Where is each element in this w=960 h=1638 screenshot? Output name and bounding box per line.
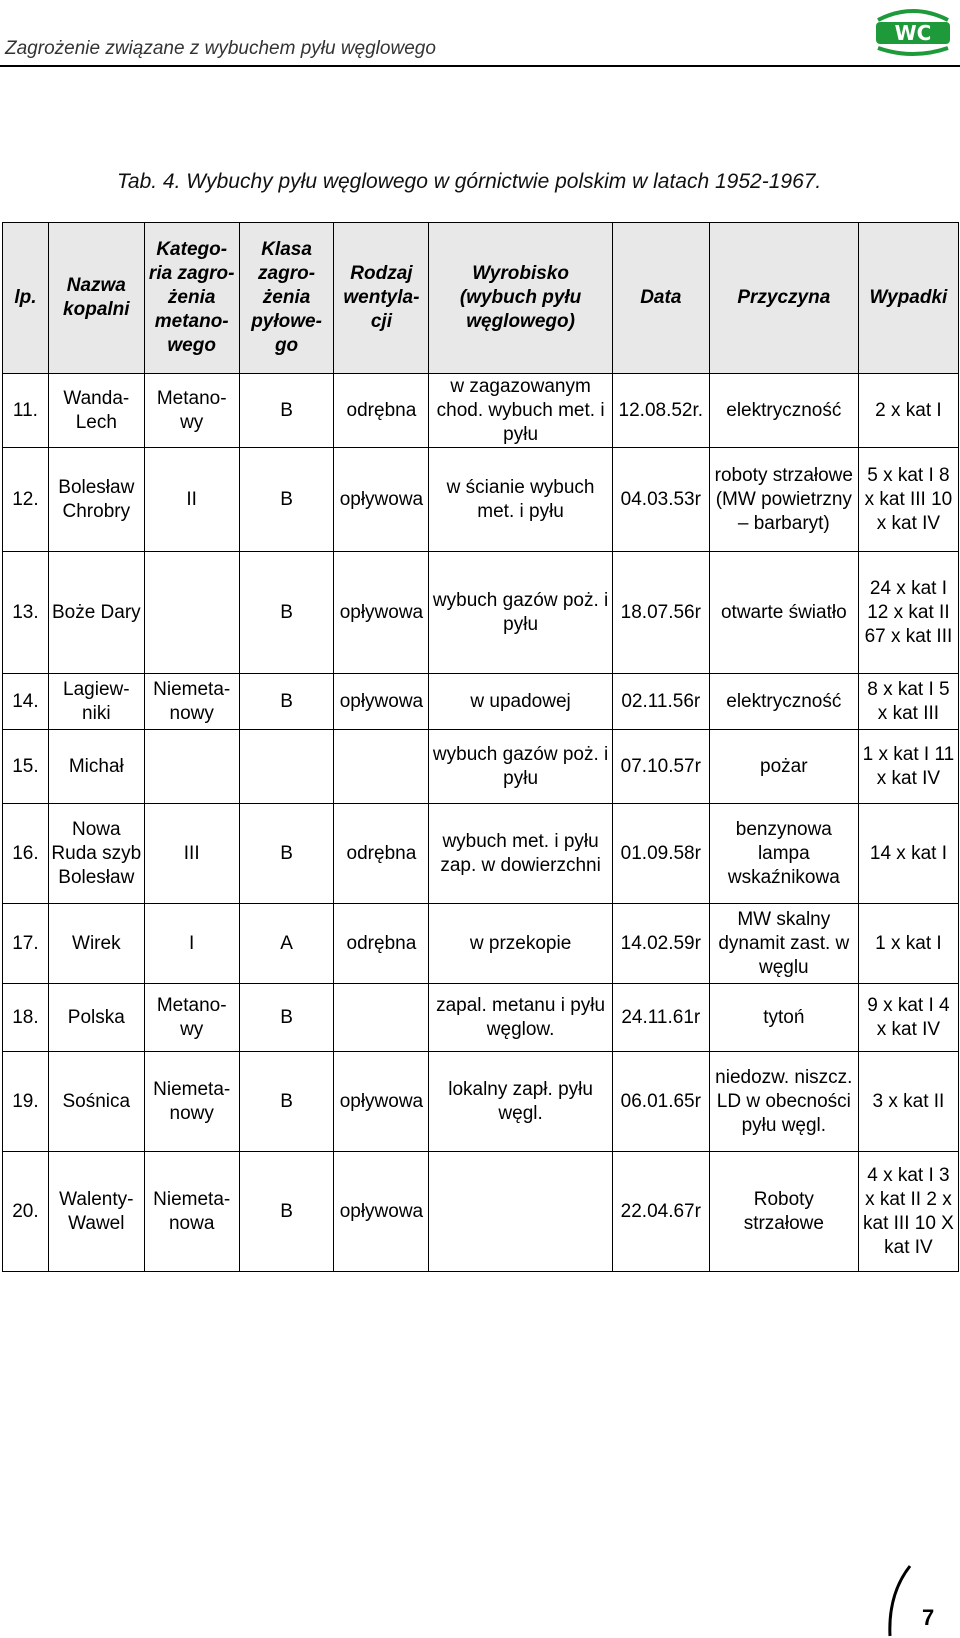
cell-data: 14.02.59r [612,904,709,984]
table-row [3,552,959,674]
cell-metan: II [144,448,239,552]
cell-wyrobisko: wybuch gazów poż. i pyłu [429,730,612,804]
cell-wentylacja: opływowa [334,674,429,730]
cell-wypadki: 14 x kat I [858,804,958,904]
cell-pyl: B [239,1052,334,1152]
table-row [3,1052,959,1152]
cell-kopalnia: Wirek [48,904,144,984]
cell-metan: Metano- wy [144,374,239,448]
col-header-wyrobisko: Wyrobisko (wybuch pyłu węglowego) [429,223,612,374]
cell-lp: 17. [3,904,49,984]
col-header-lp: lp. [3,223,49,374]
cell-metan: Niemeta- nowy [144,1052,239,1152]
cell-data: 02.11.56r [612,674,709,730]
col-header-pyl: Klasa zagro- żenia pyłowe- go [239,223,334,374]
cell-kopalnia: Bolesław Chrobry [48,448,144,552]
table-row [3,674,959,730]
cell-wyrobisko [429,1152,612,1272]
col-header-kopalnia: Nazwa kopalni [48,223,144,374]
table-row [3,984,959,1052]
cell-wentylacja: opływowa [334,1052,429,1152]
cell-data: 01.09.58r [612,804,709,904]
cell-metan: Niemeta- nowa [144,1152,239,1272]
cell-przyczyna: roboty strzałowe (MW powietrzny – barbaryt) [709,448,858,552]
cell-lp: 16. [3,804,49,904]
cell-wypadki: 8 x kat I 5 x kat III [858,674,958,730]
cell-przyczyna: otwarte światło [709,552,858,674]
cell-pyl: B [239,984,334,1052]
cell-kopalnia: Walenty- Wawel [48,1152,144,1272]
page-number-slash-decoration [880,1564,920,1638]
cell-wyrobisko: w ścianie wybuch met. i pyłu [429,448,612,552]
col-header-wypadki: Wypadki [858,223,958,374]
cell-wentylacja [334,730,429,804]
table-row [3,904,959,984]
cell-wypadki: 9 x kat I 4 x kat IV [858,984,958,1052]
cell-lp: 14. [3,674,49,730]
logo-text: WC [894,21,932,45]
cell-wentylacja: opływowa [334,1152,429,1272]
cell-wypadki: 1 x kat I 11 x kat IV [858,730,958,804]
cell-data: 06.01.65r [612,1052,709,1152]
cell-data: 22.04.67r [612,1152,709,1272]
cell-przyczyna: pożar [709,730,858,804]
table-header-row [3,223,959,374]
cell-metan: Niemeta- nowy [144,674,239,730]
cell-przyczyna: elektryczność [709,674,858,730]
cell-przyczyna: benzynowa lampa wskaźnikowa [709,804,858,904]
cell-kopalnia: Nowa Ruda szyb Bolesław [48,804,144,904]
cell-kopalnia: Lagiew- niki [48,674,144,730]
cell-pyl: A [239,904,334,984]
cell-lp: 12. [3,448,49,552]
table-row [3,374,959,448]
cell-wypadki: 2 x kat I [858,374,958,448]
col-header-wentylacja: Rodzaj wentyla- cji [334,223,429,374]
cell-wentylacja: opływowa [334,552,429,674]
cell-pyl: B [239,552,334,674]
cell-lp: 13. [3,552,49,674]
cell-pyl: B [239,374,334,448]
col-header-przyczyna: Przyczyna [709,223,858,374]
cell-metan: Metano- wy [144,984,239,1052]
cell-wypadki: 5 x kat I 8 x kat III 10 x kat IV [858,448,958,552]
col-header-metan: Katego- ria zagro- żenia metano- wego [144,223,239,374]
running-header-title: Zagrożenie związane z wybuchem pyłu węglowego [5,38,436,59]
cell-data: 18.07.56r [612,552,709,674]
company-logo [870,0,956,58]
cell-wentylacja: odrębna [334,804,429,904]
explosions-table [2,222,959,1272]
page-number: 7 [922,1605,935,1630]
table-row [3,448,959,552]
cell-wyrobisko: zapal. metanu i pyłu węglow. [429,984,612,1052]
cell-pyl: B [239,674,334,730]
col-header-data: Data [612,223,709,374]
cell-data: 24.11.61r [612,984,709,1052]
cell-wyrobisko: w zagazowanym chod. wybuch met. i pyłu [429,374,612,448]
cell-pyl: B [239,1152,334,1272]
cell-wyrobisko: wybuch met. i pyłu zap. w dowierzchni [429,804,612,904]
cell-lp: 18. [3,984,49,1052]
header-divider [0,65,960,67]
cell-kopalnia: Sośnica [48,1052,144,1152]
cell-wyrobisko: lokalny zapł. pyłu węgl. [429,1052,612,1152]
cell-pyl [239,730,334,804]
cell-wyrobisko: w upadowej [429,674,612,730]
cell-kopalnia: Michał [48,730,144,804]
cell-metan [144,552,239,674]
cell-data: 12.08.52r. [612,374,709,448]
cell-przyczyna: niedozw. niszcz. LD w obecności pyłu węgl. [709,1052,858,1152]
cell-wyrobisko: w przekopie [429,904,612,984]
cell-lp: 15. [3,730,49,804]
cell-kopalnia: Boże Dary [48,552,144,674]
cell-wentylacja: odrębna [334,904,429,984]
table-row [3,1152,959,1272]
cell-wypadki: 1 x kat I [858,904,958,984]
cell-pyl: B [239,448,334,552]
cell-metan [144,730,239,804]
cell-wypadki: 4 x kat I 3 x kat II 2 x kat III 10 X kat IV [858,1152,958,1272]
cell-wentylacja [334,984,429,1052]
table-caption: Tab. 4. Wybuchy pyłu węglowego w górnictwie polskim w latach 1952-1967. [117,170,822,193]
table-row [3,804,959,904]
cell-lp: 20. [3,1152,49,1272]
cell-przyczyna: Roboty strzałowe [709,1152,858,1272]
cell-wentylacja: opływowa [334,448,429,552]
cell-przyczyna: MW skalny dynamit zast. w węglu [709,904,858,984]
table-row [3,730,959,804]
cell-metan: I [144,904,239,984]
cell-data: 07.10.57r [612,730,709,804]
cell-wentylacja: odrębna [334,374,429,448]
cell-wypadki: 3 x kat II [858,1052,958,1152]
cell-wypadki: 24 x kat I 12 x kat II 67 x kat III [858,552,958,674]
cell-pyl: B [239,804,334,904]
cell-kopalnia: Polska [48,984,144,1052]
cell-data: 04.03.53r [612,448,709,552]
cell-przyczyna: tytoń [709,984,858,1052]
cell-lp: 11. [3,374,49,448]
cell-kopalnia: Wanda- Lech [48,374,144,448]
cell-wyrobisko: wybuch gazów poż. i pyłu [429,552,612,674]
cell-przyczyna: elektryczność [709,374,858,448]
cell-lp: 19. [3,1052,49,1152]
cell-metan: III [144,804,239,904]
